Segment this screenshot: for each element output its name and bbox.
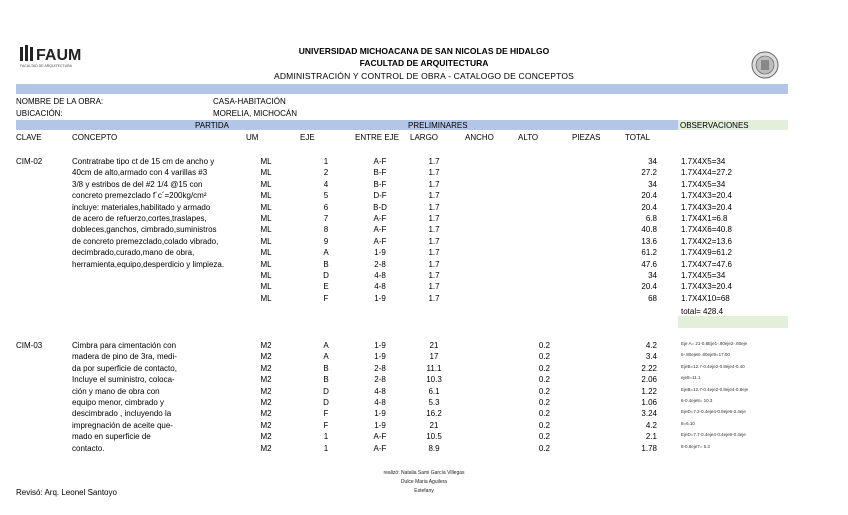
cell-um: ML [260,225,272,235]
cell-total: 1.06 [641,398,657,407]
cell-alto: 0.2 [538,363,550,373]
cell-um: ML [260,191,272,201]
cell-um: M2 [260,363,272,373]
cell-alto: 0.2 [538,375,550,385]
faculty-title: FACULTAD DE ARQUITECTURA [359,58,489,68]
cell-observacion: 1.7X4X5=34 [681,179,726,189]
cell-alto: 0.2 [538,341,550,350]
cell-total: 20.4 [641,191,657,201]
cell-entre-eje: 1-9 [374,248,386,258]
grand-total-band [678,316,788,328]
cell-entre-eje: A-F [373,225,387,235]
cell-alto: 0.2 [538,352,550,362]
item-clave: CIM-03 [16,341,43,350]
cell-entre-eje: 4-8 [374,386,386,396]
cell-eje: 1 [323,432,329,442]
cell-total: 27.2 [641,168,657,178]
cell-um: M2 [260,375,272,385]
cell-observacion: 1.7X4X3=20.4 [681,202,732,212]
cell-alto: 0.2 [538,443,550,453]
concept-line: ción y mano de obra con [72,386,160,396]
catalog-subtitle: ADMINISTRACIÓN Y CONTROL DE OBRA - CATALOGO DE CONCEPTOS [273,71,575,81]
cell-eje: B [323,375,329,385]
cell-um: ML [260,202,272,212]
cell-total: 34 [648,271,657,280]
cell-eje: D [323,271,329,280]
group-preliminares: PRELIMINARES [408,121,468,130]
col-ancho: ANCHO [465,133,494,142]
cell-largo: 21 [429,341,439,350]
cell-observacion: 8-0.8eje7= 5.3 [681,443,710,449]
cell-observacion: 1.7X4X4=27.2 [681,168,732,178]
logo-subtext: FACULTAD DE ARQUITECTURA [20,64,72,68]
cell-observacion: 1.7X4X5=34 [681,157,726,166]
cell-um: ML [260,293,272,303]
cell-entre-eje: 2-8 [374,375,386,385]
cell-total: 2.06 [641,375,657,385]
item-clave: CIM-02 [16,157,43,166]
cell-observacion: 1.7X4X3=20.4 [681,191,732,201]
cell-observacion: eje8=11.1 [681,375,701,381]
cell-total: 34 [648,157,657,166]
concept-line: contacto. [72,443,105,453]
cell-largo: 17 [429,352,439,362]
cell-um: M2 [260,386,272,396]
university-title: UNIVERSIDAD MICHOACANA DE SAN NICOLAS DE HIDALGO [298,46,550,56]
cell-total: 20.4 [641,282,657,292]
cell-largo: 21 [429,420,439,430]
cell-alto: 0.2 [538,420,550,430]
cell-um: ML [260,282,272,292]
cell-observacion: 6-0.4eje8= 10.3 [681,398,713,403]
cell-eje: F [323,420,329,430]
author-line-1: realizó: Natalia Sami García Villegas [383,470,465,476]
concept-line: madera de pino de 3ra, medi- [72,352,177,362]
cell-entre-eje: B-F [373,179,387,189]
cell-largo: 1.7 [428,214,440,223]
cell-eje: E [323,282,329,292]
cell-total: 40.8 [641,225,657,235]
cell-observacion: EjeB=12.7-0.4eje2-0.8eje4-0.40 [681,363,745,369]
cell-largo: 1.7 [428,282,440,292]
cell-entre-eje: 4-8 [374,271,386,280]
col-entre-eje: ENTRE EJE [355,133,400,142]
col-eje: EJE [300,133,315,142]
col-um: UM [246,133,259,142]
cell-eje: 2 [323,168,329,178]
col-clave: CLAVE [16,133,42,142]
col-total: TOTAL [625,133,651,142]
cell-largo: 10.5 [426,432,442,442]
author-line-2: Dulce Maria Aguilera [400,479,448,485]
cell-largo: 6.1 [428,386,440,396]
cell-eje: D [323,386,329,396]
cell-largo: 1.7 [428,225,440,235]
cell-observacion: Eje A= 21-0.8Eje1-.80eje2-.80eje [681,341,748,346]
cell-total: 2.1 [645,432,657,442]
cell-um: M2 [260,341,272,350]
cell-entre-eje: 1-9 [374,409,386,419]
concept-line: impregnación de aceite que- [72,420,173,430]
cell-largo: 1.7 [428,293,440,303]
cell-observacion: 1.7X4X6=40.8 [681,225,732,235]
cell-eje: A [323,352,329,362]
cell-eje: A [323,248,329,258]
cell-largo: 1.7 [428,236,440,246]
cell-um: M2 [260,432,272,442]
col-concepto: CONCEPTO [72,133,118,142]
cell-total: 1.22 [641,386,657,396]
cell-total: 20.4 [641,202,657,212]
cell-alto: 0.2 [538,398,550,407]
cell-entre-eje: 1-9 [374,293,386,303]
cell-largo: 1.7 [428,168,440,178]
cell-total: 61.2 [641,248,657,258]
obra-location-value: MORELIA, MICHOCÁN [213,109,298,118]
cell-entre-eje: 2-8 [374,259,386,269]
author-line-3: Estefany [414,488,434,494]
cell-um: ML [260,271,272,280]
cell-eje: 1 [323,157,329,166]
cell-total: 47.6 [641,259,657,269]
cell-eje: F [323,293,329,303]
cell-eje: 4 [323,179,329,189]
logo-text: FAUM [36,47,82,64]
cell-largo: 5.3 [428,398,440,407]
cell-largo: 1.7 [428,248,440,258]
cell-eje: 5 [323,191,329,201]
cell-um: M2 [260,420,272,430]
cell-total: 13.6 [641,236,657,246]
cell-observacion: EjeD=7.7-0.4eje4-0.4eje6-0.4eje [681,432,746,438]
cell-observacion: 1.7X4X3=20.4 [681,282,732,292]
cell-total: 4.2 [645,420,657,430]
cell-entre-eje: 1-9 [374,420,386,430]
concept-line: Contratrabe tipo ct de 15 cm de ancho y [72,157,215,166]
cell-eje: B [323,259,329,269]
cell-entre-eje: B-D [373,202,387,212]
cell-total: 4.2 [645,341,657,350]
obra-location-label: UBICACIÓN: [16,109,63,118]
concept-line: de concreto premezclado,colado vibrado, [72,236,219,246]
concept-line: equipo menor, cimbrado y [72,398,165,407]
col-piezas: PIEZAS [572,133,601,142]
cell-um: M2 [260,443,272,453]
cell-largo: 1.7 [428,271,440,280]
cell-observacion: 8=6.10 [681,420,695,426]
cell-total: 3.4 [645,352,657,362]
cell-observacion: 1.7X4X7=47.6 [681,259,732,269]
cell-eje: 7 [323,214,329,223]
group-observaciones: OBSERVACIONES [680,121,749,130]
cell-largo: 8.9 [428,443,440,453]
cell-entre-eje: 1-9 [374,352,386,362]
cell-largo: 16.2 [426,409,442,419]
cell-eje: 9 [323,236,329,246]
cell-observacion: 1.7X4X9=61.2 [681,248,732,258]
cell-entre-eje: A-F [373,236,387,246]
cell-um: ML [260,214,272,223]
cell-eje: 1 [323,443,329,453]
concept-line: 3/8 y estribos de del #2 1/4 @15 con [72,179,203,189]
cell-largo: 11.1 [426,363,442,373]
concept-line: incluye: materiales,habilitado y armado [72,202,211,212]
concept-line: decimbrado,curado,mano de obra, [72,248,195,258]
cell-eje: 8 [323,225,329,235]
cell-eje: F [323,409,329,419]
cell-entre-eje: A-F [373,443,387,453]
cell-entre-eje: 2-8 [374,363,386,373]
cell-total: 1.78 [641,443,657,453]
cell-entre-eje: B-F [373,168,387,178]
reviewer: Revisó: Arq. Leonel Santoyo [16,488,117,497]
cell-entre-eje: 4-8 [374,398,386,407]
cell-eje: D [323,398,329,407]
cell-entre-eje: A-F [373,432,387,442]
cell-alto: 0.2 [538,409,550,419]
concept-line: da por superficie de contacto, [72,363,177,373]
concept-line: descimbrado , incluyendo la [72,409,172,419]
cell-largo: 1.7 [428,179,440,189]
cell-entre-eje: D-F [373,191,387,201]
cell-largo: 1.7 [428,191,440,201]
cell-total: 68 [648,293,657,303]
cell-um: ML [260,157,272,166]
cell-largo: 1.7 [428,202,440,212]
grand-total: total= 428.4 [681,307,724,317]
concept-line: dobleces,ganchos, cimbrado,suministros [72,225,217,235]
cell-eje: B [323,363,329,373]
cell-total: 2.22 [641,363,657,373]
concept-line: 40cm de alto,armado con 4 varillas #3 [72,168,208,178]
cell-alto: 0.2 [538,432,550,442]
cell-observacion: 1.7X4X1=6.8 [681,214,728,223]
cell-observacion: 6-.80eje8-.80eje9=17.00 [681,352,730,358]
cell-entre-eje: 1-9 [374,341,386,350]
cell-largo: 1.7 [428,259,440,269]
cell-entre-eje: A-F [373,214,387,223]
cell-total: 3.24 [641,409,657,419]
col-alto: ALTO [518,133,539,142]
obra-name-value: CASA-HABITACIÓN [213,97,286,106]
cell-observacion: 1.7X4X5=34 [681,271,726,280]
obra-name-label: NOMBRE DE LA OBRA: [16,97,104,106]
cell-entre-eje: 4-8 [374,282,386,292]
cell-observacion: EjeD=7.2-0.4eje4-0.8eje6-0.4eje [681,409,746,415]
cell-um: M2 [260,352,272,362]
cell-largo: 10.3 [426,375,442,385]
cell-um: ML [260,248,272,258]
cell-observacion: 1.7X4X10=68 [681,293,730,303]
cell-um: ML [260,168,272,178]
concept-line: mado en superficie de [72,432,151,442]
concept-line: de acero de refuerzo,cortes,traslapes, [72,214,207,223]
cell-eje: A [323,341,329,350]
cell-entre-eje: A-F [373,157,387,166]
concept-line: herramienta,equipo,desperdicio y limpieza. [72,259,225,269]
cell-um: ML [260,259,272,269]
cell-um: M2 [260,398,272,407]
group-partida: PARTIDA [195,121,229,130]
cell-um: ML [260,179,272,189]
cell-total: 34 [648,179,657,189]
cell-total: 6.8 [645,214,657,223]
cell-um: M2 [260,409,272,419]
cell-largo: 1.7 [428,157,440,166]
cell-eje: 6 [323,202,329,212]
concept-line: Incluye el suministro, coloca- [72,375,175,385]
header-band [16,84,788,94]
cell-um: ML [260,236,272,246]
cell-observacion: EjeB=12.7-0.4eje2-0.8eje4-0.8eje [681,386,749,392]
cell-observacion: 1.7X4X2=13.6 [681,236,732,246]
concept-line: Cimbra para cimentación con [72,341,177,350]
col-largo: LARGO [410,133,439,142]
concept-line: concreto premezclado f´c´=200kg/cm² [72,191,207,201]
cell-alto: 0.2 [538,386,550,396]
